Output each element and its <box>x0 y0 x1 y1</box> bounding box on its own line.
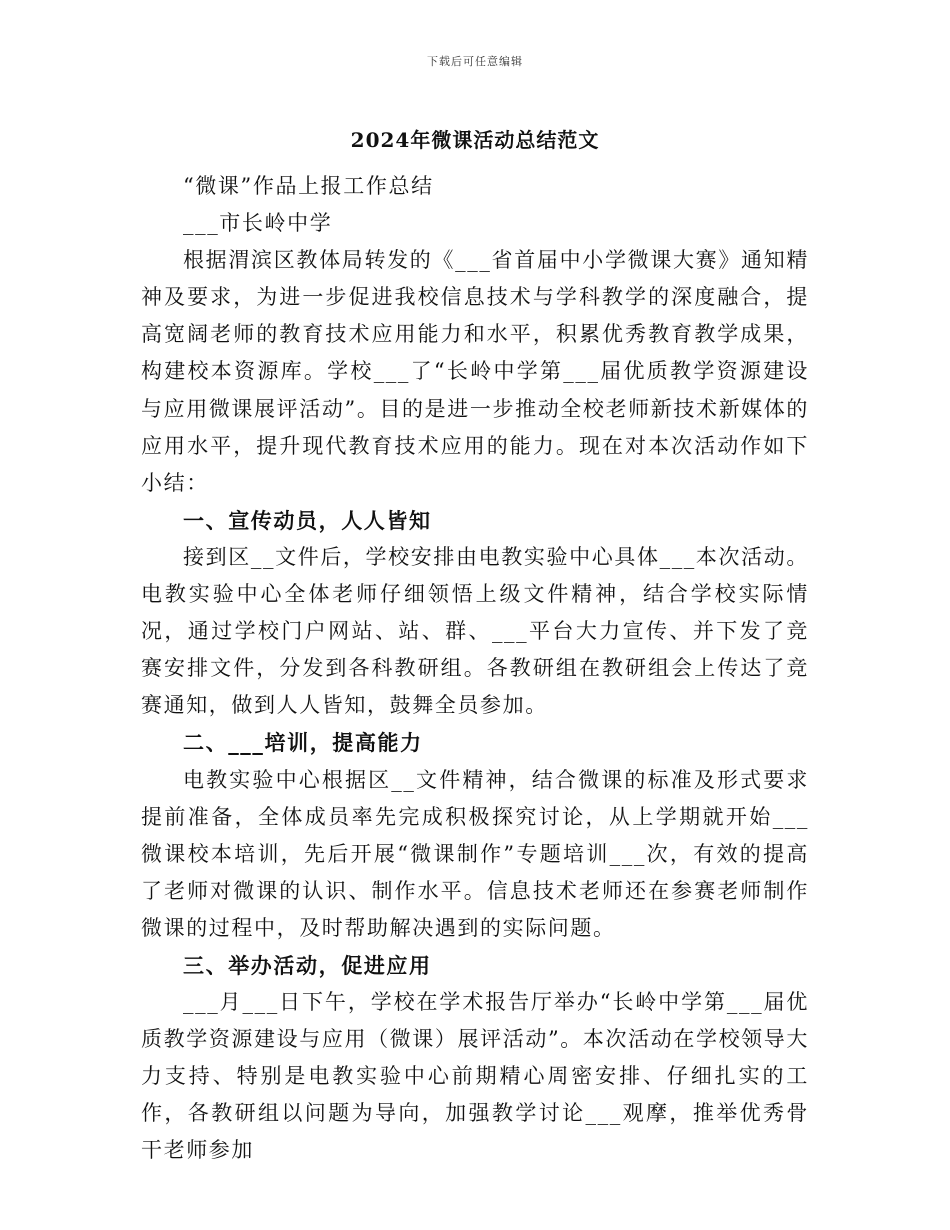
section-heading-2: 二、___培训，提高能力 <box>183 730 423 756</box>
section-heading-3: 三、举办活动，促进应用 <box>183 952 432 978</box>
section-paragraph-3: ___月___日下午，学校在学术报告厅举办“长岭中学第___届优质教学资源建设与应用（微课）展评活动”。本次活动在学校领导大力支持、特别是电教实验中心前期精心周密安排、仔细扎实的工作，各教研组以问题为导向，加强教学讨论___观摩，推举优秀骨干老师参加 <box>141 990 809 1163</box>
section-paragraph-2: 电教实验中心根据区__文件精神，结合微课的标准及形式要求提前准备，全体成员率先完成积极探究讨论，从上学期就开始___微课校本培训，先后开展“微课制作”专题培训___次，有效的提高了老师对微课的认识、制作水平。信息技术老师还在参赛老师制作微课的过程中，及时帮助解决遇到的实际问题。 <box>141 767 809 940</box>
intro-paragraph: 根据渭滨区教体局转发的《___省首届中小学微课大赛》通知精神及要求，为进一步促进我校信息技术与学科教学的深度融合，提高宽阔老师的教育技术应用能力和水平，积累优秀教育教学成果，构建校本资源库。学校___了“长岭中学第___届优质教学资源建设与应用微课展评活动”。目的是进一步推动全校老师新技术新媒体的应用水平，提升现代教育技术应用的能力。现在对本次活动作如下小结： <box>141 248 809 495</box>
page-title: 2024年微课活动总结范文 <box>350 128 600 152</box>
document-body <box>141 168 809 1170</box>
school-paragraph: ___市长岭中学 <box>183 211 333 236</box>
subtitle-paragraph: “微课”作品上报工作总结 <box>183 174 434 198</box>
section-heading-1: 一、宣传动员，人人皆知 <box>183 507 432 533</box>
section-paragraph-1: 接到区__文件后，学校安排由电教实验中心具体___本次活动。电教实验中心全体老师仔细领悟上级文件精神，结合学校实际情况，通过学校门户网站、站、群、___平台大力宣传、并下发了竞赛安排文件，分发到各科教研组。各教研组在教研组会上传达了竞赛通知，做到人人皆知，鼓舞全员参加。 <box>141 544 809 718</box>
header-note: 下载后可任意编辑 <box>427 55 523 68</box>
